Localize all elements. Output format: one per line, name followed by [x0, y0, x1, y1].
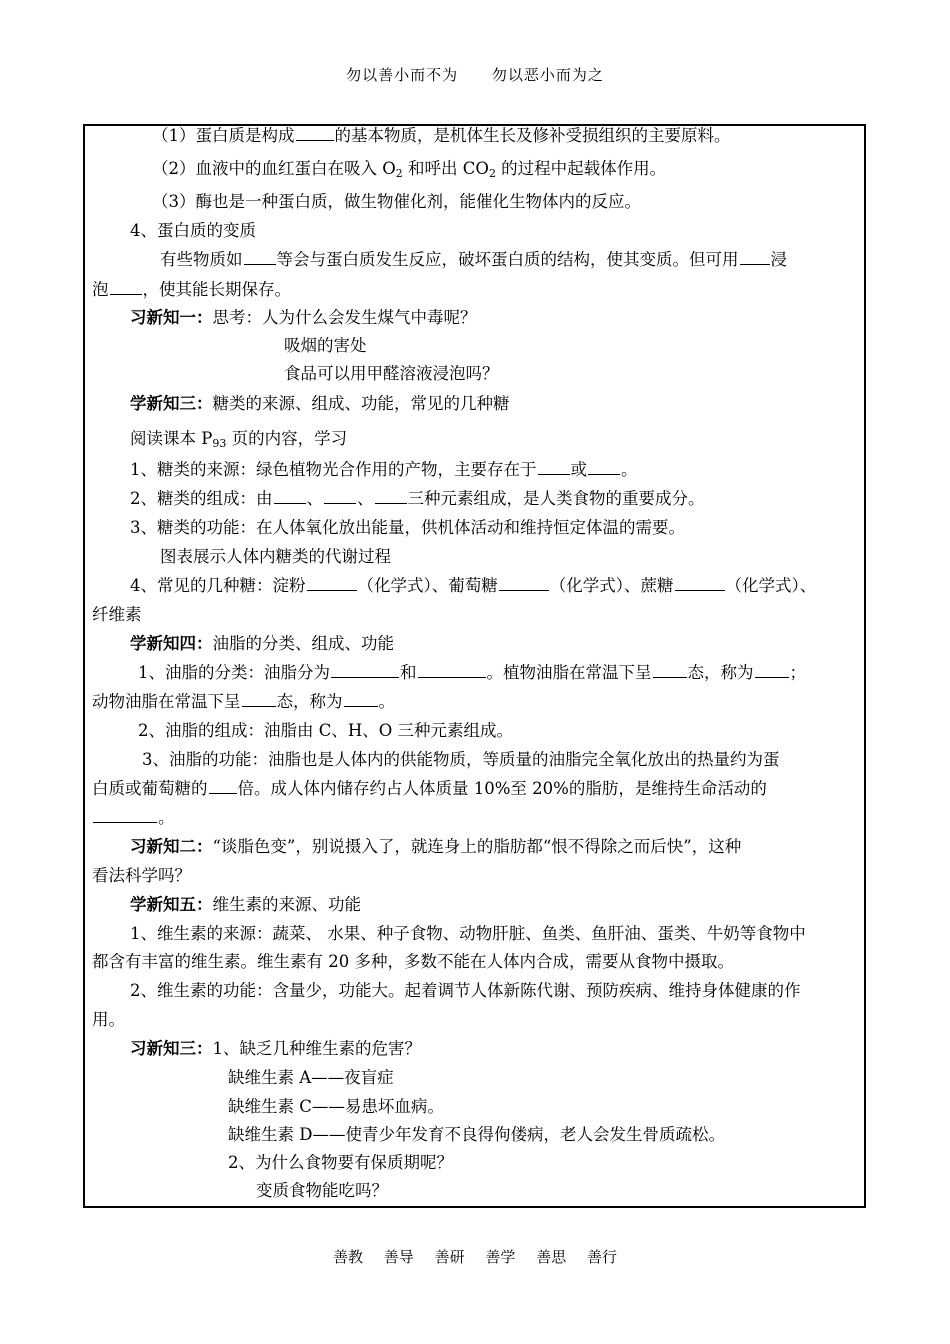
text-line: 纤维素 [92, 605, 142, 624]
footer-motto: 善导 [383, 1248, 414, 1266]
fill-blank [375, 489, 407, 504]
text-line: 看法科学吗？ [92, 866, 191, 885]
section-heading: 4、蛋白质的变质 [130, 221, 256, 240]
fill-blank [588, 460, 620, 475]
page-footer [0, 1246, 950, 1267]
text-line: 缺维生素 C——易患坏血病。 [228, 1097, 444, 1116]
text-line: 学新知四：油脂的分类、组成、功能 [130, 634, 394, 653]
fill-blank [755, 663, 789, 678]
text-line: 。 [92, 807, 175, 829]
text-line: 缺维生素 D——使青少年发育不良得佝偻病，老人会发生骨质疏松。 [228, 1125, 725, 1144]
text-line: 1、维生素的来源：蔬菜、 水果、种子食物、动物肝脏、鱼类、鱼肝油、蛋类、牛奶等食物中 [130, 924, 806, 943]
fill-blank [93, 808, 157, 823]
fill-blank [653, 663, 687, 678]
text-line: 3、油脂的功能：油脂也是人体内的供能物质，等质量的油脂完全氧化放出的热量约为蛋 [142, 750, 780, 769]
page-header [0, 64, 950, 85]
text-line: （1）蛋白质是构成 的基本物质，是机体生长及修补受损组织的主要原料。 [152, 126, 731, 145]
text-line: 都含有丰富的维生素。维生素有 20 多种，多数不能在人体内合成，需要从食物中摄取。 [92, 952, 734, 971]
text-line: 1、油脂的分类：油脂分为 和 。植物油脂在常温下呈 态，称为 ； [138, 663, 806, 682]
text-line: 用。 [92, 1010, 125, 1029]
text-line: 图表展示人体内糖类的代谢过程 [160, 547, 391, 566]
text-line: 学新知三：糖类的来源、组成、功能，常见的几种糖 [130, 394, 510, 413]
fill-blank [110, 280, 142, 295]
text-line: 习新知一：思考：人为什么会发生煤气中毒呢？ [130, 308, 477, 327]
footer-motto: 善研 [434, 1248, 465, 1266]
text-line: 白质或葡萄糖的 倍。成人体内储存约占人体质量 10%至 20%的脂肪，是维持生命活动的 [92, 779, 767, 798]
fill-blank [324, 489, 356, 504]
fill-blank [740, 250, 770, 265]
footer-motto: 善思 [536, 1248, 567, 1266]
fill-blank [418, 663, 486, 678]
footer-motto: 善教 [333, 1248, 364, 1266]
fill-blank [344, 692, 378, 707]
text-line: 食品可以用甲醛溶液浸泡吗？ [284, 364, 499, 383]
fill-blank [307, 576, 357, 591]
text-line: 学新知五：维生素的来源、功能 [130, 895, 361, 914]
text-line: 2、为什么食物要有保质期呢？ [228, 1153, 453, 1172]
text-line: 2、维生素的功能：含量少，功能大。起着调节人体新陈代谢、预防疾病、维持身体健康的作 [130, 981, 801, 1000]
footer-motto: 善行 [586, 1248, 617, 1266]
header-motto-right: 勿以恶小而为之 [491, 66, 604, 84]
fill-blank [499, 576, 549, 591]
text-line: 吸烟的害处 [284, 336, 367, 355]
text-line: 泡 ，使其能长期保存。 [92, 280, 291, 299]
fill-blank [274, 489, 306, 504]
fill-blank [244, 250, 276, 265]
text-line: 2、油脂的组成：油脂由 C、H、O 三种元素组成。 [138, 721, 514, 740]
header-motto-left: 勿以善小而不为 [346, 66, 459, 84]
text-line: 习新知三：1、缺乏几种维生素的危害？ [130, 1039, 421, 1058]
fill-blank [242, 692, 276, 707]
text-line: 动物油脂在常温下呈 态，称为 。 [92, 692, 395, 711]
text-line: 有些物质如 等会与蛋白质发生反应，破坏蛋白质的结构，使其变质。但可用 浸 [160, 250, 787, 269]
fill-blank [331, 663, 399, 678]
text-line: 3、糖类的功能：在人体氧化放出能量，供机体活动和维持恒定体温的需要。 [130, 518, 685, 537]
text-line: 变质食物能吃吗？ [256, 1181, 388, 1200]
text-line: （3）酶也是一种蛋白质，做生物催化剂，能催化生物体内的反应。 [152, 192, 641, 211]
fill-blank [209, 779, 237, 794]
text-line: 习新知二：“谈脂色变”，别说摄入了，就连身上的脂肪都“恨不得除之而后快”，这种 [130, 837, 742, 856]
fill-blank [296, 126, 334, 141]
text-line: 4、常见的几种糖：淀粉 （化学式）、葡萄糖 （化学式）、蔗糖 （化学式）、 [130, 576, 817, 595]
text-line: 1、糖类的来源：绿色植物光合作用的产物，主要存在于 或 。 [130, 460, 638, 479]
fill-blank [675, 576, 725, 591]
text-line: 2、糖类的组成：由 、 、 三种元素组成，是人类食物的重要成分。 [130, 489, 705, 508]
fill-blank [538, 460, 570, 475]
text-line: 阅读课本 $P_{93}$ 页的内容，学习 [130, 429, 348, 450]
text-line: （2）血液中的血红蛋白在吸入 $O_2$ 和呼出 $CO_2$ 的过程中起载体作用。 [152, 159, 667, 180]
footer-motto: 善学 [485, 1248, 516, 1266]
text-line: 缺维生素 A——夜盲症 [228, 1068, 394, 1087]
